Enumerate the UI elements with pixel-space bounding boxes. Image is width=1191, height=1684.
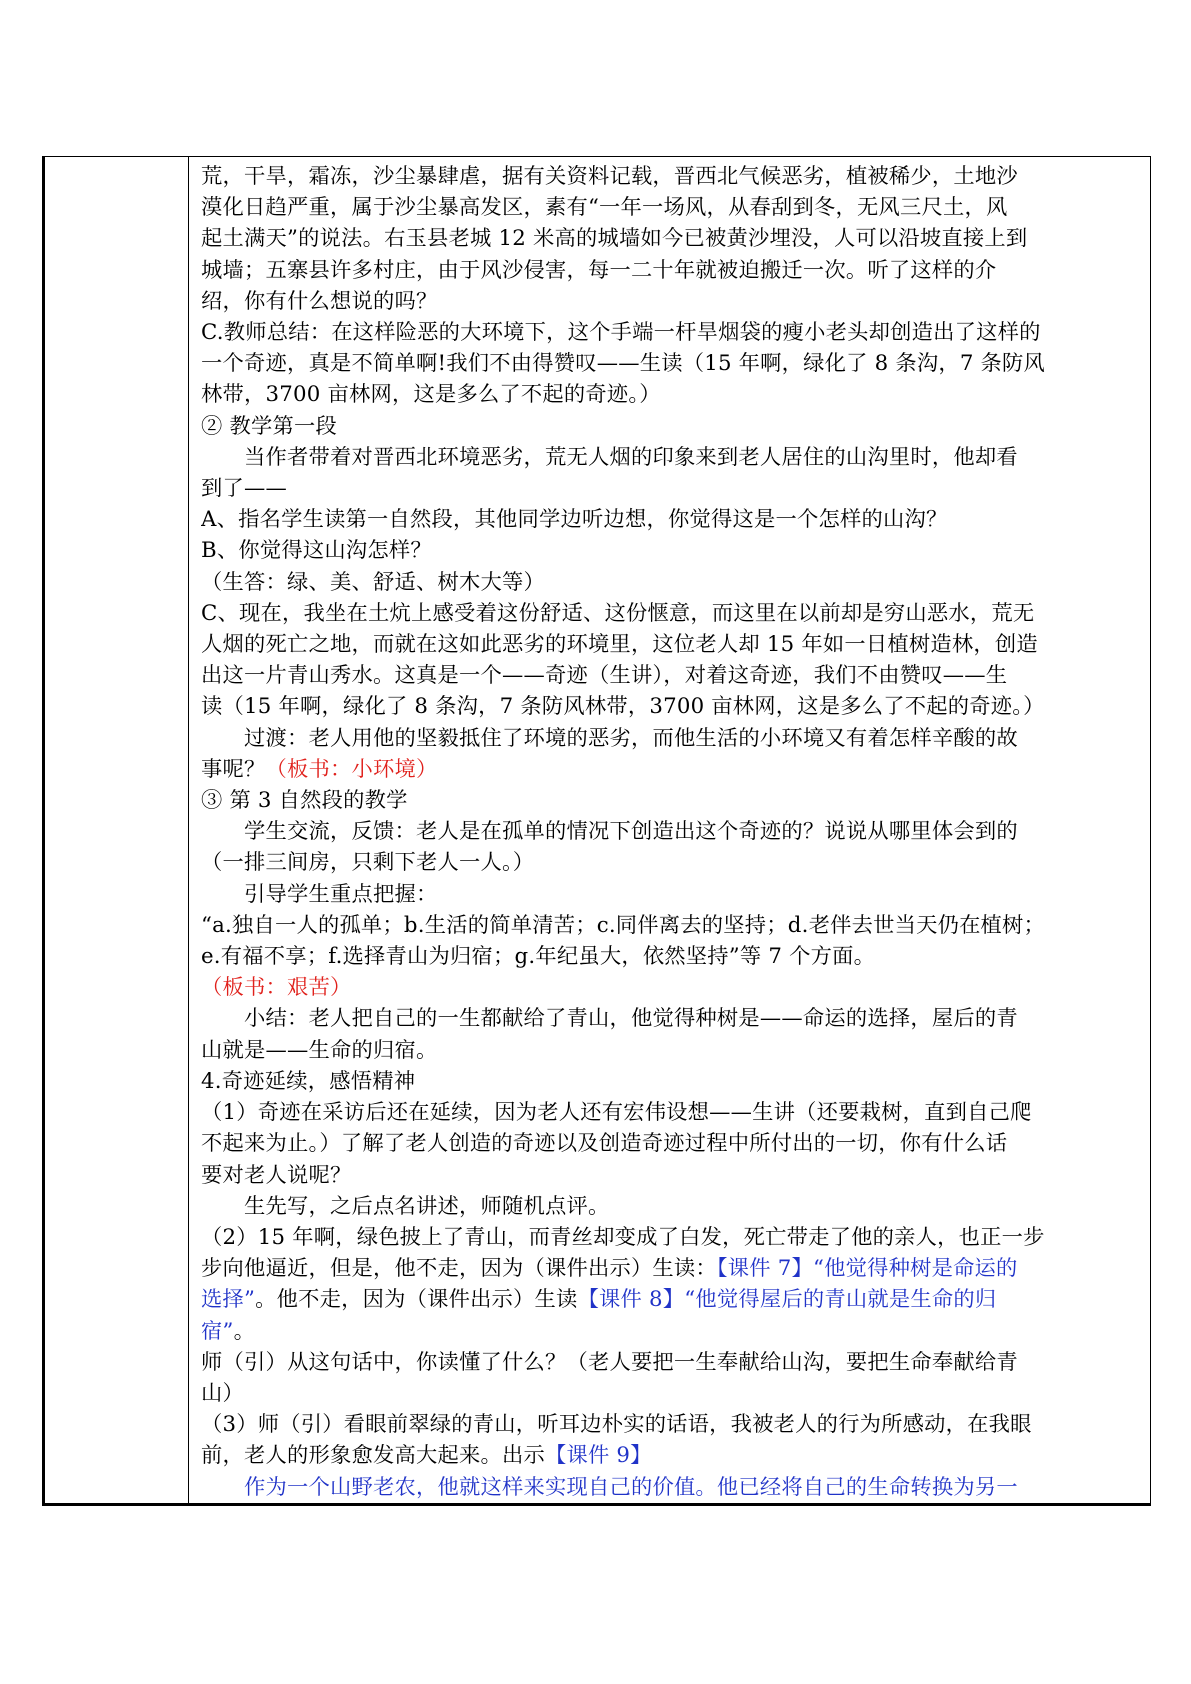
courseware-text: 【课件 9】 (544, 1443, 652, 1469)
text-line (201, 1222, 1142, 1253)
body-text: A、指名学生读第一自然段，其他同学边听边想，你觉得这是一个怎样的山沟？ (201, 507, 948, 533)
text-line (201, 723, 1142, 754)
body-text: 要对老人说呢？ (201, 1162, 352, 1188)
body-text: （3）师（引）看眼前翠绿的青山，听耳边朴实的话语，我被老人的行为所感动，在我眼 (201, 1412, 1032, 1438)
text-line (201, 1160, 1142, 1191)
body-text: （1）奇迹在采访后还在延续，因为老人还有宏伟设想——生讲（还要栽树，直到自己爬 (201, 1100, 1032, 1126)
body-text: 步向他逼近，但是，他不走，因为（课件出示）生读： (201, 1256, 717, 1282)
text-line (201, 1316, 1142, 1347)
text-line (201, 629, 1142, 660)
text-line (201, 317, 1142, 348)
body-text: 。 (233, 1318, 256, 1344)
body-text: 一个奇迹，真是不简单啊!我们不由得赞叹——生读（15 年啊，绿化了 8 条沟，7 条防风 (201, 351, 1046, 377)
lesson-content (189, 157, 1150, 1503)
text-line (201, 816, 1142, 847)
body-text: 。他不走，因为（课件出示）生读 (255, 1287, 578, 1313)
text-line (201, 1035, 1142, 1066)
text-line (201, 348, 1142, 379)
text-line (201, 1191, 1142, 1222)
body-text: 事呢？ (201, 756, 266, 782)
body-text: “a.独自一人的孤单；b.生活的简单清苦；c.同伴离去的坚持；d.老伴去世当天仍在植树； (201, 912, 1046, 938)
text-line (201, 1097, 1142, 1128)
body-text: （生答：绿、美、舒适、树木大等） (201, 569, 545, 595)
text-line (201, 879, 1142, 910)
text-line (201, 255, 1142, 286)
text-line (201, 1347, 1142, 1378)
body-text: 山就是——生命的归宿。 (201, 1037, 438, 1063)
text-line (201, 1003, 1142, 1034)
courseware-text: 【课件 7】“他觉得种树是命运的 (716, 1256, 1018, 1282)
body-text: 漠化日趋严重，属于沙尘暴高发区，素有“一年一场风，从春刮到冬，无风三尺土，风 (201, 195, 1008, 221)
body-text: 山） (201, 1380, 244, 1406)
text-line (201, 972, 1142, 1003)
body-text: 荒，干旱，霜冻，沙尘暴肆虐，据有关资料记载，晋西北气候恶劣，植被稀少，土地沙 (201, 164, 1018, 189)
courseware-text: 选择” (201, 1287, 256, 1313)
text-line (201, 161, 1142, 192)
body-text: 引导学生重点把握： (244, 881, 438, 907)
text-line (201, 691, 1142, 722)
text-line (201, 192, 1142, 223)
text-line (201, 223, 1142, 254)
body-text: ② 教学第一段 (201, 413, 337, 439)
text-line (201, 1284, 1142, 1315)
courseware-text: 宿” (201, 1318, 234, 1344)
body-text: 到了—— (201, 476, 287, 502)
body-text: 小结：老人把自己的一生都献给了青山，他觉得种树是——命运的选择，屋后的青 (244, 1006, 1018, 1032)
content-cell (189, 157, 1151, 1505)
text-line (201, 379, 1142, 410)
body-text: 读（15 年啊，绿化了 8 条沟，7 条防风林带，3700 亩林网，这是多么了不起的奇迹。） (201, 694, 1045, 720)
text-line (201, 1253, 1142, 1284)
body-text: 前，老人的形象愈发高大起来。出示 (201, 1443, 545, 1469)
body-text: 生先写，之后点名讲述，师随机点评。 (244, 1193, 610, 1219)
text-line (201, 754, 1142, 785)
text-line (201, 411, 1142, 442)
body-text: C.教师总结：在这样险恶的大环境下，这个手端一杆旱烟袋的瘦小老头却创造出了这样的 (201, 320, 1041, 346)
text-line (201, 442, 1142, 473)
text-line (201, 910, 1142, 941)
body-text: 不起来为止。）了解了老人创造的奇迹以及创造奇迹过程中所付出的一切，你有什么话 (201, 1131, 1008, 1157)
body-text: ③ 第 3 自然段的教学 (201, 788, 408, 814)
body-text: 起土满天”的说法。右玉县老城 12 米高的城墙如今已被黄沙埋没，人可以沿坡直接上到 (201, 226, 1028, 252)
text-line (201, 286, 1142, 317)
text-line (201, 785, 1142, 816)
text-line (201, 504, 1142, 535)
text-line (201, 660, 1142, 691)
courseware-text: 作为一个山野老农，他就这样来实现自己的价值。他已经将自己的生命转换为另一 (244, 1474, 1018, 1500)
text-line (201, 1440, 1142, 1471)
body-text: （一排三间房，只剩下老人一人。） (201, 850, 535, 876)
text-line (201, 1128, 1142, 1159)
body-text: B、你觉得这山沟怎样？ (201, 538, 432, 564)
body-text: 4.奇迹延续，感悟精神 (201, 1068, 416, 1094)
text-line (201, 473, 1142, 504)
text-line (201, 598, 1142, 629)
text-line (201, 941, 1142, 972)
body-text: （2）15 年啊，绿色披上了青山，而青丝却变成了白发，死亡带走了他的亲人，也正一步 (201, 1224, 1045, 1250)
board-note-text: （板书：小环境） (265, 756, 438, 782)
text-line (201, 567, 1142, 598)
body-text: e.有福不享；f.选择青山为归宿；g.年纪虽大，依然坚持”等 7 个方面。 (201, 944, 876, 970)
left-column-cell (44, 157, 189, 1505)
table-row (44, 157, 1151, 1505)
body-text: 绍，你有什么想说的吗？ (201, 288, 438, 314)
lesson-plan-table (42, 156, 1151, 1506)
body-text: 当作者带着对晋西北环境恶劣，荒无人烟的印象来到老人居住的山沟里时，他却看 (244, 444, 1018, 470)
text-line (201, 1409, 1142, 1440)
body-text: 过渡：老人用他的坚毅抵住了环境的恶劣，而他生活的小环境又有着怎样辛酸的故 (244, 725, 1018, 751)
body-text: 人烟的死亡之地，而就在这如此恶劣的环境里，这位老人却 15 年如一日植树造林，创造 (201, 632, 1038, 658)
text-line (201, 535, 1142, 566)
body-text: 出这一片青山秀水。这真是一个——奇迹（生讲），对着这奇迹，我们不由赞叹——生 (201, 663, 1008, 689)
text-line (201, 1066, 1142, 1097)
body-text: 师（引）从这句话中，你读懂了什么？（老人要把一生奉献给山沟，要把生命奉献给青 (201, 1349, 1018, 1375)
text-line (201, 1472, 1142, 1503)
body-text: 城墙；五寨县许多村庄，由于风沙侵害，每一二十年就被迫搬迁一次。听了这样的介 (201, 257, 997, 283)
body-text: 林带，3700 亩林网，这是多么了不起的奇迹。） (201, 382, 661, 408)
body-text: 学生交流，反馈：老人是在孤单的情况下创造出这个奇迹的？说说从哪里体会到的 (244, 819, 1018, 845)
text-line (201, 847, 1142, 878)
courseware-text: 【课件 8】“他觉得屋后的青山就是生命的归 (577, 1287, 997, 1313)
board-note-text: （板书：艰苦） (201, 975, 352, 1001)
text-line (201, 1378, 1142, 1409)
body-text: C、现在，我坐在土炕上感受着这份舒适、这份惬意，而这里在以前却是穷山恶水，荒无 (201, 600, 1035, 626)
